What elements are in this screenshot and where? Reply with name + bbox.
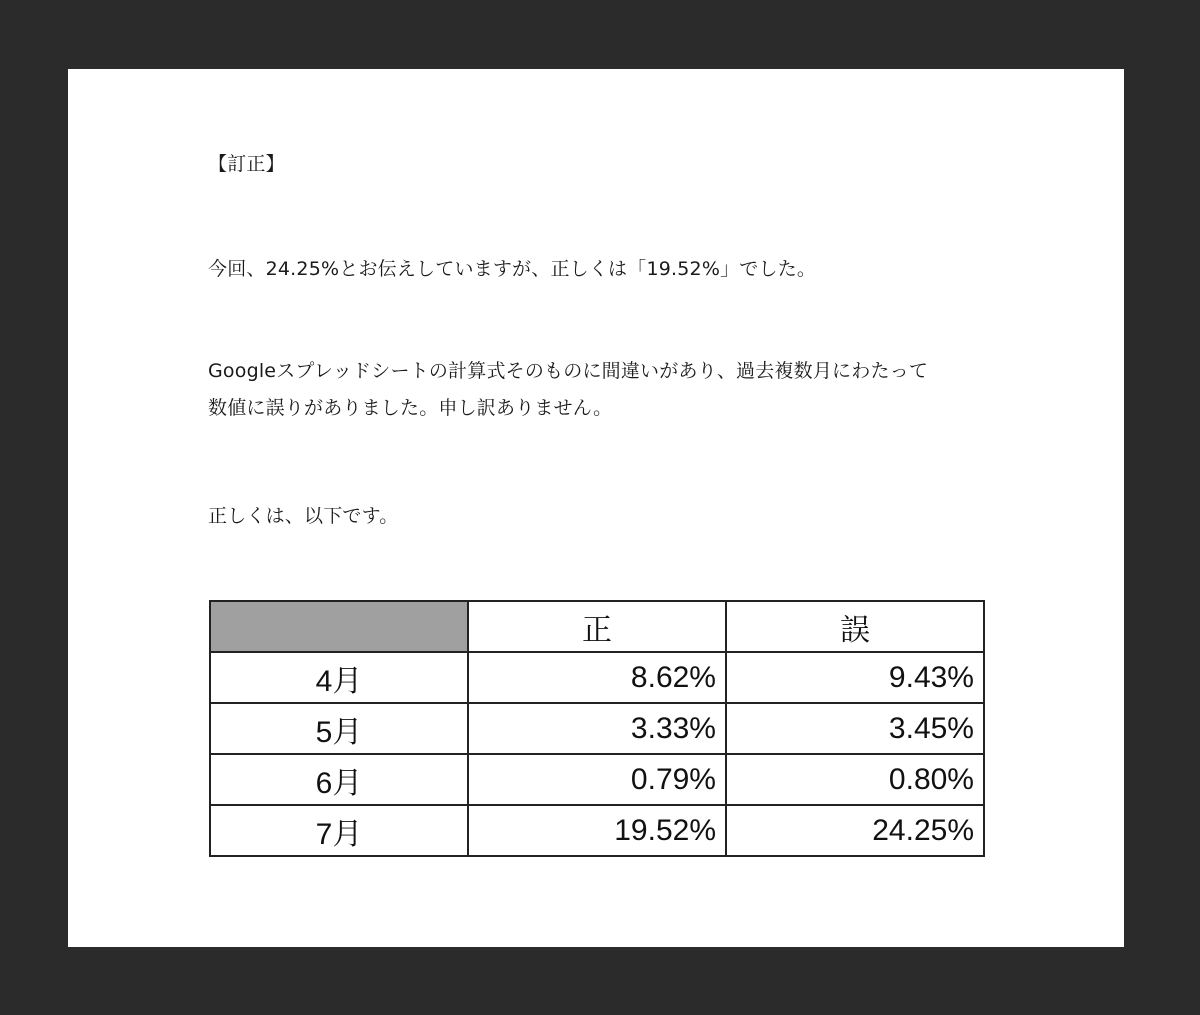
wrong-value-cell: 0.80%	[726, 754, 984, 805]
table-intro: 正しくは、以下です。	[208, 505, 399, 527]
wrong-value-cell: 3.45%	[726, 703, 984, 754]
month-cell: 5月	[210, 703, 468, 754]
month-cell: 6月	[210, 754, 468, 805]
explanation-line-2: 数値に誤りがありました。申し訳ありません。	[208, 397, 613, 419]
document-page	[68, 69, 1124, 947]
wrong-value-cell: 24.25%	[726, 805, 984, 856]
table-row	[210, 703, 984, 754]
correction-statement: 今回、24.25%とお伝えしていますが、正しくは「19.52%」でした。	[208, 258, 817, 280]
correction-heading: 【訂正】	[208, 153, 285, 175]
correct-value-cell: 3.33%	[468, 703, 726, 754]
header-blank-cell	[210, 601, 468, 652]
table-row	[210, 652, 984, 703]
month-cell: 4月	[210, 652, 468, 703]
table-row	[210, 805, 984, 856]
table-row	[210, 754, 984, 805]
wrong-value-cell: 9.43%	[726, 652, 984, 703]
correct-value-cell: 0.79%	[468, 754, 726, 805]
header-correct: 正	[468, 601, 726, 652]
correct-value-cell: 19.52%	[468, 805, 726, 856]
explanation-line-1: Googleスプレッドシートの計算式そのものに間違いがあり、過去複数月にわたって	[208, 360, 929, 382]
header-wrong: 誤	[726, 601, 984, 652]
table-header-row	[210, 601, 984, 652]
month-cell: 7月	[210, 805, 468, 856]
correct-value-cell: 8.62%	[468, 652, 726, 703]
correction-table	[209, 600, 985, 857]
